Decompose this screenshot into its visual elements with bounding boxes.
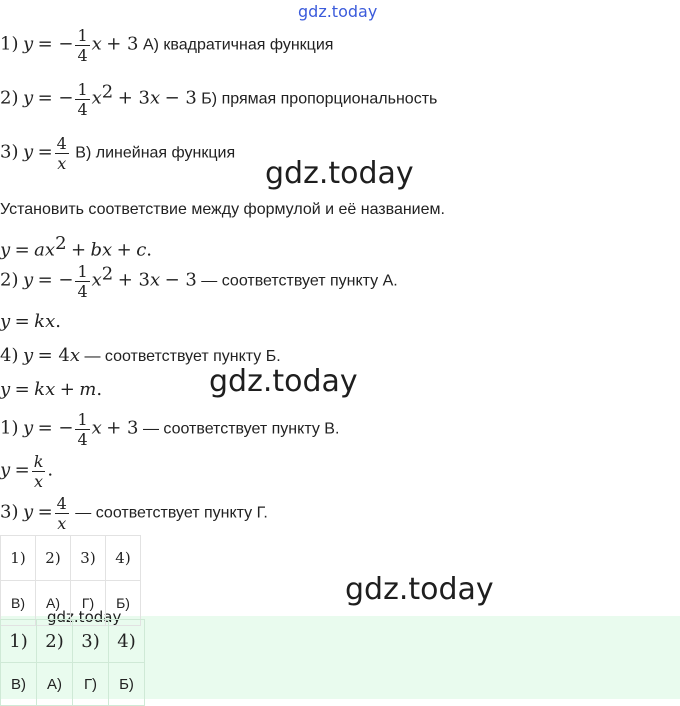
table-header-cell: 4) xyxy=(109,620,145,663)
answer-table-2 xyxy=(0,619,145,706)
table-header-cell: 2) xyxy=(37,620,73,663)
solution-line-3: 3) y = $\frac{4}{x}$ — соответствует пункту Г. xyxy=(0,494,268,533)
formula-line-1: 1) y = − $\frac{1}{4}$ x + 3 А) квадратичная функция xyxy=(0,26,334,65)
table-header-cell: 1) xyxy=(1,620,37,663)
solution-line-2: 2) y = − $\frac{1}{4}$ $x^2 + 3x - 3$ — соответствует пункту А. xyxy=(0,262,398,301)
answer-table-1 xyxy=(0,535,141,626)
table-header-cell: 4) xyxy=(106,536,141,581)
watermark: gdz.today xyxy=(209,364,358,399)
table-cell: А) xyxy=(37,663,73,706)
label-b: Б) прямая пропорциональность xyxy=(201,90,438,108)
table-header-cell: 1) xyxy=(1,536,36,581)
formula-line-3: 3) y = $\frac{4}{x}$ В) линейная функция xyxy=(0,134,236,173)
table-cell: Б) xyxy=(106,581,141,626)
table-cell: В) xyxy=(1,581,36,626)
watermark: gdz.today xyxy=(47,608,122,626)
table-cell: Б) xyxy=(109,663,145,706)
watermark: gdz.today xyxy=(345,572,494,607)
label-v: В) линейная функция xyxy=(75,144,236,162)
watermark-top: gdz.today xyxy=(298,2,378,21)
label-a: А) квадратичная функция xyxy=(142,36,334,54)
watermark: gdz.today xyxy=(265,156,414,191)
table-header-cell: 3) xyxy=(73,620,109,663)
table-header-cell: 3) xyxy=(71,536,106,581)
formula-line-2: 2) y = − $\frac{1}{4}$ $x^2 + 3x - 3$ Б) прямая пропорциональность xyxy=(0,80,438,119)
formula-linear: y = kx + m. xyxy=(0,379,103,400)
task-text: Установить соответствие между формулой и её названием. xyxy=(0,201,445,218)
solution-line-1: 1) y = − $\frac{1}{4}$ x + 3 — соответствует пункту В. xyxy=(0,410,340,449)
formula-quadratic: $y = ax^2$ + bx + c. xyxy=(0,233,153,261)
table-cell: А) xyxy=(36,581,71,626)
formula-hyperbola: y = $\frac{k}{x}$ . xyxy=(0,452,54,491)
table-cell: Г) xyxy=(71,581,106,626)
table-header-cell: 2) xyxy=(36,536,71,581)
table-cell: Г) xyxy=(73,663,109,706)
solution-line-4: 4) y = 4x — соответствует пункту Б. xyxy=(0,345,281,366)
formula-proportional: y = kx. xyxy=(0,311,61,332)
table-cell: В) xyxy=(1,663,37,706)
